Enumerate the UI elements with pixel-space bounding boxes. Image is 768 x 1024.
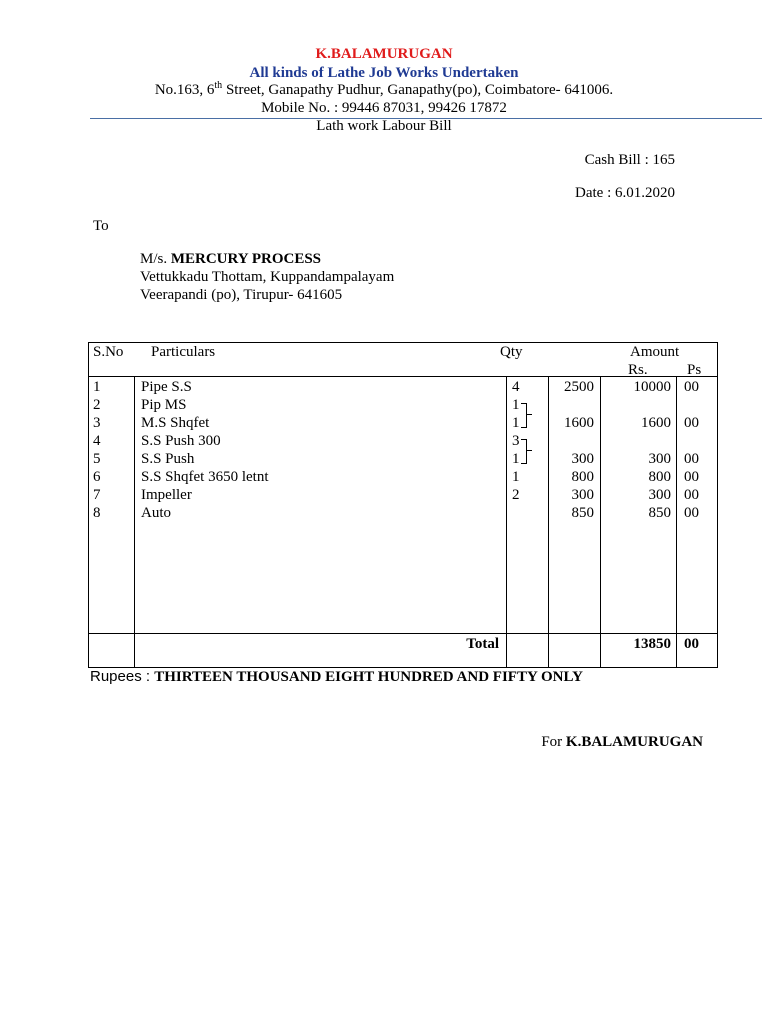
row-1-ps: 00 [684,379,699,395]
row-2-sno: 2 [93,397,101,413]
row-5-rate: 300 [571,451,594,467]
to-label: To [93,218,109,234]
row-2-qty: 1 [512,397,520,413]
cash-bill-number: Cash Bill : 165 [584,152,675,168]
customer-company: MERCURY PROCESS [170,251,322,267]
qty-group-brace-1-tick [526,414,532,415]
customer-name [140,251,321,268]
row-6-rs: 800 [648,469,671,485]
row-4-sno: 4 [93,433,101,449]
address-superscript: th [214,80,223,91]
row-7-qty: 2 [512,487,520,503]
table-border-right [717,342,718,668]
row-3-sno: 3 [93,415,101,431]
header-qty: Qty [500,344,523,360]
business-mobile: Mobile No. : 99446 87031, 99426 17872 [261,100,507,116]
business-tagline: All kinds of Lathe Job Works Undertaken [249,65,519,81]
customer-address-line-2: Veerapandi (po), Tirupur- 641605 [140,287,343,303]
row-1-sno: 1 [93,379,101,395]
address-part-2: Street, Ganapathy Pudhur, Ganapathy(po), Coimbatore- 641006. [222,82,614,98]
amount-in-words [90,668,583,686]
qty-group-brace-1 [521,403,527,428]
for-name: K.BALAMURUGAN [565,734,703,750]
for-label: For [541,734,566,750]
row-4-qty: 3 [512,433,520,449]
rupees-words: THIRTEEN THOUSAND EIGHT HUNDRED AND FIFTY ONLY [154,669,583,685]
row-5-ps: 00 [684,451,699,467]
bill-table [88,342,718,668]
row-3-rate: 1600 [564,415,594,431]
total-label: Total [466,636,499,652]
header-amount: Amount [630,344,680,360]
row-8-rs: 850 [648,505,671,521]
table-border-left [88,342,89,668]
col-divider-qty [548,376,549,668]
business-name: K.BALAMURUGAN [315,46,453,62]
row-2-particular: Pip MS [141,397,187,413]
col-divider-rs [676,376,677,668]
col-divider-sno [134,376,135,668]
rupees-label: Rupees : [90,668,155,685]
row-3-qty: 1 [512,415,520,431]
row-5-sno: 5 [93,451,101,467]
table-header-divider [88,376,718,377]
row-6-ps: 00 [684,469,699,485]
row-1-rate: 2500 [564,379,594,395]
bill-date: Date : 6.01.2020 [575,185,675,201]
header-particulars: Particulars [151,344,216,360]
row-6-particular: S.S Shqfet 3650 letnt [141,469,269,485]
address-part-1: No.163, 6 [154,82,215,98]
customer-address-line-1: Vettukkadu Thottam, Kuppandampalayam [140,269,395,285]
row-7-sno: 7 [93,487,101,503]
col-divider-rate [600,376,601,668]
row-6-qty: 1 [512,469,520,485]
col-divider-particulars [506,376,507,668]
table-total-divider [88,633,718,634]
row-6-rate: 800 [571,469,594,485]
row-8-sno: 8 [93,505,101,521]
row-1-particular: Pipe S.S [141,379,192,395]
customer-prefix: M/s. [140,251,171,267]
qty-group-brace-2 [521,439,527,464]
row-3-particular: M.S Shqfet [141,415,210,431]
bill-title: Lath work Labour Bill [316,118,452,134]
row-7-rs: 300 [648,487,671,503]
row-8-ps: 00 [684,505,699,521]
row-5-rs: 300 [648,451,671,467]
row-6-sno: 6 [93,469,101,485]
signature-line [541,734,703,751]
row-8-particular: Auto [141,505,171,521]
qty-group-brace-2-tick [526,450,532,451]
total-ps: 00 [684,636,699,652]
row-3-ps: 00 [684,415,699,431]
row-7-particular: Impeller [141,487,192,503]
header-rs: Rs. [628,362,648,378]
row-5-particular: S.S Push [141,451,195,467]
row-1-rs: 10000 [633,379,671,395]
header-ps: Ps [687,362,702,378]
row-4-particular: S.S Push 300 [141,433,221,449]
business-address [0,82,768,99]
row-1-qty: 4 [512,379,520,395]
row-3-rs: 1600 [641,415,671,431]
row-7-ps: 00 [684,487,699,503]
row-8-rate: 850 [571,505,594,521]
row-7-rate: 300 [571,487,594,503]
row-5-qty: 1 [512,451,520,467]
total-rs: 13850 [633,636,671,652]
header-sno: S.No [93,344,124,360]
